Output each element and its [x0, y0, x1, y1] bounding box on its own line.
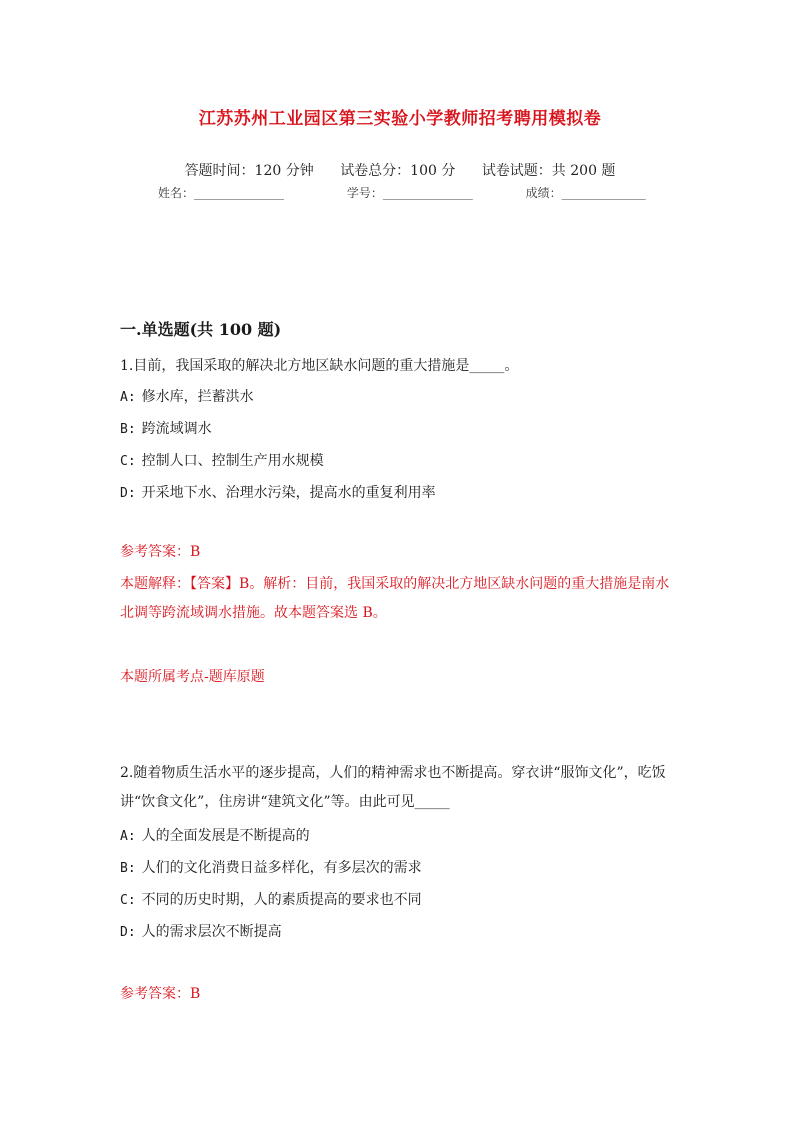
- name-field: 姓名：_______________: [158, 186, 285, 200]
- student-info: [158, 184, 646, 201]
- section-title: 一.单选题(共 100 题): [120, 320, 282, 339]
- option-text: 开采地下水、治理水污染，提高水的重复利用率: [141, 485, 436, 501]
- question-stem: 2.随着物质生活水平的逐步提高，人们的精神需求也不断提高。穿衣讲“服饰文化”，吃饭讲“饮食文化”，住房讲“建筑文化”等。由此可见_____: [120, 765, 666, 810]
- option-letter: D:: [120, 486, 136, 501]
- option-text: 不同的历史时期，人的素质提高的要求也不同: [141, 892, 422, 908]
- option-letter: C:: [120, 454, 136, 469]
- option-c: [120, 450, 324, 470]
- option-text: 修水库，拦蓄洪水: [141, 389, 254, 405]
- option-letter: B:: [120, 861, 136, 876]
- option-letter: B:: [120, 422, 136, 437]
- question-stem: 1.目前，我国采取的解决北方地区缺水问题的重大措施是_____。: [120, 358, 519, 374]
- option-text: 人的全面发展是不断提高的: [141, 828, 310, 844]
- knowledge-point: 本题所属考点-题库原题: [120, 669, 265, 685]
- option-text: 人的需求层次不断提高: [141, 924, 282, 940]
- exam-meta: [0, 160, 800, 180]
- exam-question-count: 试卷试题：共 200 题: [481, 163, 616, 179]
- option-d: [120, 482, 436, 502]
- exam-time: 答题时间：120 分钟: [184, 163, 314, 179]
- option-b: [120, 857, 422, 877]
- option-text: 跨流域调水: [141, 421, 212, 437]
- student-id-field: 学号：_______________: [346, 186, 473, 200]
- exam-title: 江苏苏州工业园区第三实验小学教师招考聘用模拟卷: [198, 109, 602, 129]
- answer-reference: 参考答案：B: [120, 544, 201, 560]
- option-text: 人们的文化消费日益多样化，有多层次的需求: [141, 860, 422, 876]
- option-c: [120, 889, 422, 909]
- option-a: [120, 825, 310, 845]
- option-d: [120, 921, 282, 941]
- grade-field: 成绩：______________: [525, 186, 646, 200]
- exam-total-score: 试卷总分：100 分: [340, 163, 456, 179]
- option-text: 控制人口、控制生产用水规模: [141, 453, 324, 469]
- option-b: [120, 418, 212, 438]
- option-a: [120, 386, 254, 406]
- option-letter: A:: [120, 829, 136, 844]
- answer-explanation: 本题解释：【答案】B。解析：目前，我国采取的解决北方地区缺水问题的重大措施是南水北调等跨流域调水措施。故本题答案选 B。: [120, 576, 670, 621]
- option-letter: C:: [120, 893, 136, 908]
- option-letter: D:: [120, 925, 136, 940]
- option-letter: A:: [120, 390, 136, 405]
- answer-reference: 参考答案：B: [120, 986, 201, 1002]
